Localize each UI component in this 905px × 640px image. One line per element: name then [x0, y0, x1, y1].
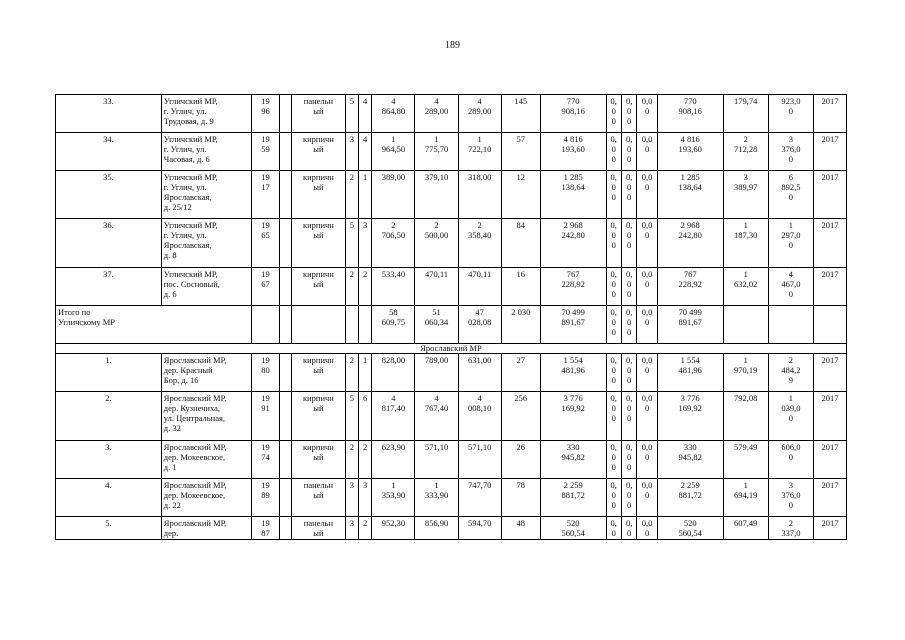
- table-cell: 1 285 138,64: [657, 171, 723, 219]
- table-cell: 0,0 0: [637, 354, 658, 392]
- table-cell: [768, 306, 813, 344]
- table-cell: 520 560,54: [657, 517, 723, 540]
- table-cell: кирпичн ый: [292, 441, 345, 479]
- table-cell: 19 74: [252, 441, 280, 479]
- table-cell: 0,0 0: [637, 268, 658, 306]
- table-cell: 12: [501, 171, 540, 219]
- table-cell: 2 706,50: [372, 219, 415, 268]
- table-cell: [279, 133, 291, 171]
- table-cell: 145: [501, 95, 540, 133]
- table-cell: 48: [501, 517, 540, 540]
- region-header-row: [56, 344, 847, 354]
- table-cell: 19 89: [252, 479, 280, 517]
- table-cell: 0, 0: [621, 517, 636, 540]
- table-row: [56, 354, 847, 392]
- table-cell: 19 59: [252, 133, 280, 171]
- table-cell: 3: [345, 479, 358, 517]
- table-cell: 19 80: [252, 354, 280, 392]
- table-cell: 0, 0 0: [621, 268, 636, 306]
- table-cell: 2: [345, 171, 358, 219]
- table-cell: Ярославский МР, дер. Красный Бор, д. 16: [161, 354, 251, 392]
- table-cell: 0,0 0: [637, 441, 658, 479]
- region-name: Ярославский МР: [56, 344, 847, 354]
- table-cell: Угличский МР, г. Углич, ул. Ярославская, д. 25/12: [161, 171, 251, 219]
- table-cell: 4: [358, 95, 371, 133]
- table-cell: 26: [501, 441, 540, 479]
- table-cell: 2017: [813, 354, 846, 392]
- table-cell: кирпичн ый: [292, 392, 345, 441]
- table-cell: 1 775,70: [415, 133, 458, 171]
- table-row: [56, 268, 847, 306]
- page-number: 189: [445, 40, 460, 51]
- table-cell: 4 289,00: [415, 95, 458, 133]
- table-cell: 2017: [813, 133, 846, 171]
- table-cell: 37.: [56, 268, 162, 306]
- table-cell: 923,0 0: [768, 95, 813, 133]
- table-cell: 5: [345, 392, 358, 441]
- table-cell: 1 970,19: [723, 354, 768, 392]
- table-cell: 3: [345, 517, 358, 540]
- table-cell: 0, 0 0: [606, 219, 621, 268]
- table-row: [56, 219, 847, 268]
- table-cell: 631,00: [458, 354, 501, 392]
- table-cell: 2017: [813, 517, 846, 540]
- table-cell: 1 554 481,96: [540, 354, 606, 392]
- table-cell: 330 945,82: [657, 441, 723, 479]
- table-cell: [279, 479, 291, 517]
- table-cell: 2: [345, 354, 358, 392]
- table-cell: [279, 392, 291, 441]
- table-cell: Ярославский МР, дер. Кузнечиха, ул. Центральная, д. 32: [161, 392, 251, 441]
- table-cell: 828,00: [372, 354, 415, 392]
- table-cell: 5: [345, 219, 358, 268]
- table-cell: 1 187,30: [723, 219, 768, 268]
- table-cell: 952,30: [372, 517, 415, 540]
- table-cell: Угличский МР, пос. Сосновый, д. 6: [161, 268, 251, 306]
- table-cell: 2 337,0: [768, 517, 813, 540]
- table-cell: 4 817,40: [372, 392, 415, 441]
- table-cell: 767 228,92: [657, 268, 723, 306]
- table-cell: 0, 0 0: [621, 354, 636, 392]
- table-cell: 0,0 0: [637, 95, 658, 133]
- table-cell: 2: [358, 441, 371, 479]
- table-cell: 607,49: [723, 517, 768, 540]
- table-cell: 2: [345, 441, 358, 479]
- table-cell: 594,70: [458, 517, 501, 540]
- table-cell: 19 17: [252, 171, 280, 219]
- table-cell: Ярославский МР, дер.: [161, 517, 251, 540]
- table-cell: 0, 0 0: [621, 392, 636, 441]
- table-cell: 1 694,19: [723, 479, 768, 517]
- table-cell: 0, 0 0: [621, 133, 636, 171]
- table-cell: 0, 0 0: [621, 95, 636, 133]
- table-row: [56, 95, 847, 133]
- table-cell: кирпичн ый: [292, 219, 345, 268]
- table-cell: 19 65: [252, 219, 280, 268]
- table-cell: 579,49: [723, 441, 768, 479]
- table-cell: 0, 0 0: [621, 479, 636, 517]
- table-cell: [279, 95, 291, 133]
- table-cell: 2017: [813, 219, 846, 268]
- table-cell: 2017: [813, 392, 846, 441]
- table-cell: 520 560,54: [540, 517, 606, 540]
- table-cell: 623,90: [372, 441, 415, 479]
- table-cell: 27: [501, 354, 540, 392]
- table-cell: 789,00: [415, 354, 458, 392]
- table-cell: 84: [501, 219, 540, 268]
- table-cell: 19 87: [252, 517, 280, 540]
- table-cell: 747,70: [458, 479, 501, 517]
- table-cell: 1 722,10: [458, 133, 501, 171]
- table-cell: [279, 219, 291, 268]
- table-cell: 1 632,02: [723, 268, 768, 306]
- table-cell: 2017: [813, 171, 846, 219]
- table-cell: [279, 306, 291, 344]
- table-cell: 47 028,08: [458, 306, 501, 344]
- table-cell: [358, 306, 371, 344]
- table-cell: 2 968 242,80: [540, 219, 606, 268]
- table-cell: 571,10: [458, 441, 501, 479]
- table-cell: 2: [358, 517, 371, 540]
- table-cell: 1 964,50: [372, 133, 415, 171]
- table-cell: 19 91: [252, 392, 280, 441]
- table-cell: 1 285 138,64: [540, 171, 606, 219]
- table-cell: 2 259 881,72: [540, 479, 606, 517]
- table-cell: 533,40: [372, 268, 415, 306]
- table-row: [56, 133, 847, 171]
- table-cell: 0,0 0: [637, 133, 658, 171]
- table-cell: кирпичн ый: [292, 133, 345, 171]
- table-cell: 2017: [813, 95, 846, 133]
- table-row: [56, 479, 847, 517]
- table-cell: [813, 306, 846, 344]
- table-cell: 0, 0 0: [621, 219, 636, 268]
- table-cell: панельн ый: [292, 479, 345, 517]
- table-cell: 606,0 0: [768, 441, 813, 479]
- table-cell: 2017: [813, 479, 846, 517]
- table-cell: 0, 0 0: [621, 441, 636, 479]
- table-cell: 0, 0 0: [606, 354, 621, 392]
- table-cell: кирпичн ый: [292, 171, 345, 219]
- table-cell: 2: [358, 268, 371, 306]
- table-cell: [279, 517, 291, 540]
- table-cell: 4 816 193,60: [657, 133, 723, 171]
- table-cell: 51 060,34: [415, 306, 458, 344]
- table-cell: 0,0 0: [637, 219, 658, 268]
- table-cell: 0,0 0: [637, 306, 658, 344]
- table-cell: 2 030: [501, 306, 540, 344]
- table-cell: 3 376,0 0: [768, 133, 813, 171]
- table-cell: 770 908,16: [657, 95, 723, 133]
- table-cell: 1.: [56, 354, 162, 392]
- table-row: [56, 171, 847, 219]
- table-cell: 2017: [813, 268, 846, 306]
- housing-table: [55, 94, 847, 540]
- table-cell: 571,10: [415, 441, 458, 479]
- table-cell: 256: [501, 392, 540, 441]
- table-cell: 2 500,00: [415, 219, 458, 268]
- table-cell: 0,0 0: [637, 479, 658, 517]
- table-cell: кирпичн ый: [292, 354, 345, 392]
- table-cell: 1 039,0 0: [768, 392, 813, 441]
- table-cell: 5.: [56, 517, 162, 540]
- table-cell: [252, 306, 280, 344]
- table-cell: 3 389,97: [723, 171, 768, 219]
- total-row: [56, 306, 847, 344]
- table-cell: 36.: [56, 219, 162, 268]
- table-cell: Угличский МР, г. Углич, ул. Ярославская, д. 8: [161, 219, 251, 268]
- table-cell: панельн ый: [292, 95, 345, 133]
- table-cell: 58 609,75: [372, 306, 415, 344]
- table-cell: [279, 354, 291, 392]
- table-cell: 4 816 193,60: [540, 133, 606, 171]
- table-cell: 0, 0 0: [606, 133, 621, 171]
- table-cell: 4 467,0 0: [768, 268, 813, 306]
- table-cell: 16: [501, 268, 540, 306]
- table-cell: 2 484,2 9: [768, 354, 813, 392]
- table-cell: Ярославский МР, дер. Мокеевское, д. 22: [161, 479, 251, 517]
- table-cell: 5: [345, 95, 358, 133]
- housing-table-container: [55, 94, 847, 540]
- table-cell: 1 353,90: [372, 479, 415, 517]
- table-cell: 2 712,28: [723, 133, 768, 171]
- table-cell: 1 297,0 0: [768, 219, 813, 268]
- table-cell: 767 228,92: [540, 268, 606, 306]
- table-cell: [279, 268, 291, 306]
- table-cell: [292, 306, 345, 344]
- table-cell: 3 776 169,92: [657, 392, 723, 441]
- table-cell: 770 908,16: [540, 95, 606, 133]
- table-cell: 19 96: [252, 95, 280, 133]
- table-cell: 0,0 0: [637, 517, 658, 540]
- table-cell: 0, 0 0: [606, 171, 621, 219]
- table-cell: 3 376,0 0: [768, 479, 813, 517]
- table-cell: 4: [358, 133, 371, 171]
- table-row: [56, 392, 847, 441]
- table-cell: [279, 441, 291, 479]
- table-cell: 470,11: [415, 268, 458, 306]
- table-cell: 2: [345, 268, 358, 306]
- table-cell: 4 008,10: [458, 392, 501, 441]
- table-cell: 792,08: [723, 392, 768, 441]
- table-cell: 34.: [56, 133, 162, 171]
- table-cell: [723, 306, 768, 344]
- table-cell: 4.: [56, 479, 162, 517]
- table-cell: 389,00: [372, 171, 415, 219]
- table-cell: 379,10: [415, 171, 458, 219]
- table-cell: 2 259 881,72: [657, 479, 723, 517]
- table-cell: 1: [358, 354, 371, 392]
- table-body: [56, 95, 847, 540]
- table-cell: [345, 306, 358, 344]
- table-cell: 1 333,90: [415, 479, 458, 517]
- total-label: Итого по Угличскому МР: [56, 306, 252, 344]
- table-row: [56, 441, 847, 479]
- table-cell: 1 554 481,96: [657, 354, 723, 392]
- table-cell: Угличский МР, г. Углич, ул. Часовая, д. 6: [161, 133, 251, 171]
- table-cell: 35.: [56, 171, 162, 219]
- table-cell: 318,00: [458, 171, 501, 219]
- table-cell: 3: [345, 133, 358, 171]
- table-cell: 2017: [813, 441, 846, 479]
- table-cell: 2.: [56, 392, 162, 441]
- table-cell: 0, 0: [606, 517, 621, 540]
- table-cell: 856,90: [415, 517, 458, 540]
- table-row: [56, 517, 847, 540]
- table-cell: кирпичн ый: [292, 268, 345, 306]
- table-cell: 70 499 891,67: [657, 306, 723, 344]
- table-cell: 0, 0 0: [606, 95, 621, 133]
- table-cell: 3: [358, 219, 371, 268]
- table-cell: 0, 0 0: [621, 171, 636, 219]
- table-cell: 4 289,00: [458, 95, 501, 133]
- table-cell: 2 358,40: [458, 219, 501, 268]
- table-cell: 0, 0 0: [606, 479, 621, 517]
- table-cell: 0, 0 0: [606, 441, 621, 479]
- table-cell: 0, 0 0: [606, 392, 621, 441]
- table-cell: 70 499 891,67: [540, 306, 606, 344]
- table-cell: 0,0 0: [637, 171, 658, 219]
- table-cell: 19 67: [252, 268, 280, 306]
- table-cell: Ярославский МР, дер. Мокеевское, д. 1: [161, 441, 251, 479]
- table-cell: 470,11: [458, 268, 501, 306]
- table-cell: 4 864,80: [372, 95, 415, 133]
- table-cell: 0,0 0: [637, 392, 658, 441]
- table-cell: Угличский МР, г. Углич, ул. Трудовая, д. 9: [161, 95, 251, 133]
- table-cell: 78: [501, 479, 540, 517]
- table-cell: 330 945,82: [540, 441, 606, 479]
- table-cell: 1: [358, 171, 371, 219]
- table-cell: 179,74: [723, 95, 768, 133]
- table-cell: 0, 0 0: [606, 306, 621, 344]
- table-cell: 3 776 169,92: [540, 392, 606, 441]
- table-cell: 6: [358, 392, 371, 441]
- table-cell: [279, 171, 291, 219]
- table-cell: 33.: [56, 95, 162, 133]
- table-cell: панельн ый: [292, 517, 345, 540]
- table-cell: 0, 0 0: [621, 306, 636, 344]
- table-cell: 0, 0 0: [606, 268, 621, 306]
- table-cell: 3.: [56, 441, 162, 479]
- table-cell: 6 892,5 0: [768, 171, 813, 219]
- table-cell: 2 968 242,80: [657, 219, 723, 268]
- table-cell: 3: [358, 479, 371, 517]
- table-cell: 4 767,40: [415, 392, 458, 441]
- table-cell: 57: [501, 133, 540, 171]
